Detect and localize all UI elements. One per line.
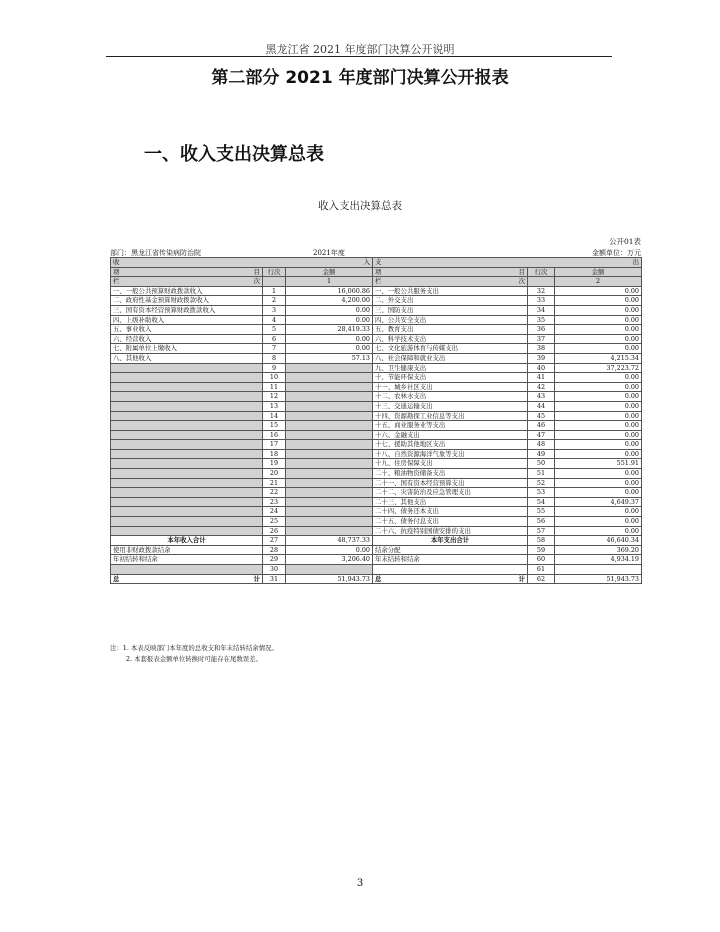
- expense-line-no: 33: [528, 296, 555, 306]
- income-line-no: 21: [263, 478, 286, 488]
- table-row: [111, 488, 642, 498]
- expense-item-name: 三、国防支出: [373, 305, 528, 315]
- income-item-name: [111, 488, 263, 498]
- expense-amount: 0.00: [555, 411, 642, 421]
- expense-amount: 0.00: [555, 325, 642, 335]
- table-row: [111, 325, 642, 335]
- income-amount: [286, 517, 373, 527]
- income-item-name: 一、一般公共预算财政拨款收入: [111, 286, 263, 296]
- income-item-name: 二、政府性基金预算财政拨款收入: [111, 296, 263, 306]
- col-header-in: [111, 277, 263, 287]
- expense-line-no: 55: [528, 507, 555, 517]
- income-line-no: 3: [263, 305, 286, 315]
- expense-item-name: 五、教育支出: [373, 325, 528, 335]
- table-row: [111, 507, 642, 517]
- expense-item-name: 十六、金融支出: [373, 430, 528, 440]
- income-amount: 3,206.40: [286, 555, 373, 565]
- income-total-amount: 51,943.73: [286, 574, 373, 584]
- expense-amount: 0.00: [555, 392, 642, 402]
- expense-line-no: 57: [528, 526, 555, 536]
- expense-item-name: 七、文化旅游体育与传媒支出: [373, 344, 528, 354]
- col-index-2: 2: [555, 277, 642, 287]
- table-row: [111, 353, 642, 363]
- income-line-no: 13: [263, 401, 286, 411]
- income-header-left: 收: [113, 258, 120, 266]
- income-item-name: [111, 565, 263, 575]
- table-row: [111, 392, 642, 402]
- table-notes: [110, 643, 278, 665]
- expense-item-name: 二十一、国有资本经营预算支出: [373, 478, 528, 488]
- table-row: [111, 363, 642, 373]
- income-amount: 57.13: [286, 353, 373, 363]
- expense-line-no: 41: [528, 373, 555, 383]
- expense-item-name: 一、一般公共服务支出: [373, 286, 528, 296]
- expense-line-no: 49: [528, 449, 555, 459]
- expense-line-no: 38: [528, 344, 555, 354]
- income-line-no: 20: [263, 469, 286, 479]
- expense-item-name: 十三、交通运输支出: [373, 401, 528, 411]
- expense-line-no: 53: [528, 488, 555, 498]
- expense-item-name: 六、科学技术支出: [373, 334, 528, 344]
- line-no-header-out: 行次: [528, 267, 555, 277]
- expense-item-name: 十一、城乡社区支出: [373, 382, 528, 392]
- expense-line-no: 35: [528, 315, 555, 325]
- expense-amount: 0.00: [555, 440, 642, 450]
- expense-amount: 0.00: [555, 296, 642, 306]
- item-header-out-left: 项: [375, 267, 382, 276]
- expense-amount: 0.00: [555, 344, 642, 354]
- expense-item-name: 十八、自然资源海洋气象等支出: [373, 449, 528, 459]
- total-row: [111, 574, 642, 584]
- table-row: [111, 555, 642, 565]
- income-line-no: 14: [263, 411, 286, 421]
- table-row: [111, 497, 642, 507]
- section-title: 一、收入支出决算总表: [144, 144, 324, 165]
- income-line-no: 25: [263, 517, 286, 527]
- income-line-no: 12: [263, 392, 286, 402]
- income-line-no: 27: [263, 536, 286, 546]
- col-index-1: 1: [286, 277, 373, 287]
- expense-line-no: 61: [528, 565, 555, 575]
- expense-total-label: [373, 574, 528, 584]
- table-row: [111, 536, 642, 546]
- expense-line-no: 52: [528, 478, 555, 488]
- income-line-no: 8: [263, 353, 286, 363]
- income-item-name: 五、事业收入: [111, 325, 263, 335]
- table-row: [111, 430, 642, 440]
- income-line-no: 19: [263, 459, 286, 469]
- expense-line-no: 56: [528, 517, 555, 527]
- expense-amount: 369.20: [555, 545, 642, 555]
- income-line-no: 9: [263, 363, 286, 373]
- item-header-out: [373, 267, 528, 277]
- income-header-right: 入: [363, 258, 370, 266]
- income-total-label-right: 计: [253, 574, 260, 583]
- table-row: [111, 305, 642, 315]
- expense-amount: 0.00: [555, 517, 642, 527]
- income-item-name: 年初结转和结余: [111, 555, 263, 565]
- income-item-name: [111, 363, 263, 373]
- income-total-label: [111, 574, 263, 584]
- table-row: [111, 373, 642, 383]
- item-header-out-right: 目: [518, 267, 525, 276]
- income-item-name: [111, 401, 263, 411]
- expense-item-name: 二十四、债务还本支出: [373, 507, 528, 517]
- income-amount: [286, 421, 373, 431]
- expense-total-amount: 51,943.73: [555, 574, 642, 584]
- income-line-no: 11: [263, 382, 286, 392]
- expense-item-name: 年末结转和结余: [373, 555, 528, 565]
- expense-line-no: 46: [528, 421, 555, 431]
- income-amount: [286, 478, 373, 488]
- expense-line-no: 59: [528, 545, 555, 555]
- item-header-in-right: 目: [253, 267, 260, 276]
- income-line-no: 5: [263, 325, 286, 335]
- income-item-name: [111, 517, 263, 527]
- table-row: [111, 449, 642, 459]
- income-item-name: [111, 497, 263, 507]
- income-item-name: [111, 526, 263, 536]
- income-amount: [286, 373, 373, 383]
- income-expense-table: [110, 257, 642, 584]
- expense-line-no: 48: [528, 440, 555, 450]
- col-header-in-left: 栏: [113, 277, 120, 286]
- expense-header-cell: [373, 258, 642, 268]
- income-line-no: 1: [263, 286, 286, 296]
- income-amount: 0.00: [286, 315, 373, 325]
- expense-amount: 46,640.34: [555, 536, 642, 546]
- col-index-blank-in: [263, 277, 286, 287]
- income-item-name: 本年收入合计: [111, 536, 263, 546]
- income-line-no: 22: [263, 488, 286, 498]
- income-item-name: [111, 469, 263, 479]
- expense-item-name: 四、公共安全支出: [373, 315, 528, 325]
- year-label: 2021年度: [313, 249, 345, 257]
- income-amount: [286, 565, 373, 575]
- table-row: [111, 526, 642, 536]
- expense-item-name: 二十、粮油物资储备支出: [373, 469, 528, 479]
- expense-amount: 0.00: [555, 334, 642, 344]
- income-item-name: [111, 459, 263, 469]
- header-row-index: [111, 277, 642, 287]
- income-item-name: 七、附属单位上缴收入: [111, 344, 263, 354]
- income-item-name: [111, 392, 263, 402]
- income-item-name: [111, 373, 263, 383]
- income-amount: [286, 469, 373, 479]
- expense-amount: 0.00: [555, 526, 642, 536]
- expense-item-name: 九、卫生健康支出: [373, 363, 528, 373]
- col-header-in-right: 次: [253, 277, 260, 286]
- expense-amount: 551.91: [555, 459, 642, 469]
- expense-line-no: 37: [528, 334, 555, 344]
- expense-line-no: 36: [528, 325, 555, 335]
- header-row-columns: [111, 267, 642, 277]
- table-row: [111, 286, 642, 296]
- expense-item-name: 二、外交支出: [373, 296, 528, 306]
- income-amount: [286, 440, 373, 450]
- expense-total-line-no: 62: [528, 574, 555, 584]
- page-number: 3: [356, 878, 364, 889]
- income-line-no: 10: [263, 373, 286, 383]
- item-header-in-left: 项: [113, 267, 120, 276]
- income-item-name: [111, 507, 263, 517]
- note-1: 注：1. 本表反映部门本年度的总收支和年末结转结余情况。: [110, 644, 278, 652]
- expense-amount: 0.00: [555, 478, 642, 488]
- expense-item-name: 十、节能环保支出: [373, 373, 528, 383]
- expense-item-name: 十四、资源勘探工业信息等支出: [373, 411, 528, 421]
- amount-header-out: 金额: [555, 267, 642, 277]
- income-line-no: 30: [263, 565, 286, 575]
- table-row: [111, 401, 642, 411]
- expense-line-no: 60: [528, 555, 555, 565]
- income-item-name: [111, 440, 263, 450]
- expense-amount: 4,934.19: [555, 555, 642, 565]
- income-line-no: 16: [263, 430, 286, 440]
- expense-amount: 0.00: [555, 305, 642, 315]
- income-line-no: 6: [263, 334, 286, 344]
- col-index-blank-out: [528, 277, 555, 287]
- table-row: [111, 315, 642, 325]
- income-line-no: 26: [263, 526, 286, 536]
- expense-amount: 4,215.34: [555, 353, 642, 363]
- expense-amount: 37,223.72: [555, 363, 642, 373]
- income-total-line-no: 31: [263, 574, 286, 584]
- expense-line-no: 45: [528, 411, 555, 421]
- col-header-out-left: 栏: [375, 277, 382, 286]
- expense-item-name: [373, 565, 528, 575]
- expense-line-no: 51: [528, 469, 555, 479]
- table-row: [111, 421, 642, 431]
- income-header-cell: [111, 258, 373, 268]
- table-row: [111, 296, 642, 306]
- header-row-direction: [111, 258, 642, 268]
- income-item-name: [111, 449, 263, 459]
- expense-line-no: 42: [528, 382, 555, 392]
- table-row: [111, 382, 642, 392]
- income-line-no: 15: [263, 421, 286, 431]
- income-item-name: [111, 478, 263, 488]
- expense-line-no: 50: [528, 459, 555, 469]
- income-amount: [286, 526, 373, 536]
- income-amount: [286, 382, 373, 392]
- table-row: [111, 344, 642, 354]
- income-amount: 0.00: [286, 305, 373, 315]
- expense-item-name: 十七、援助其他地区支出: [373, 440, 528, 450]
- report-code: 公开01表: [608, 237, 641, 246]
- income-amount: [286, 459, 373, 469]
- expense-amount: 0.00: [555, 315, 642, 325]
- expense-amount: 0.00: [555, 507, 642, 517]
- expense-amount: [555, 565, 642, 575]
- expense-amount: 0.00: [555, 421, 642, 431]
- income-item-name: [111, 382, 263, 392]
- expense-total-label-right: 计: [518, 574, 525, 583]
- income-item-name: [111, 421, 263, 431]
- expense-item-name: 结余分配: [373, 545, 528, 555]
- income-amount: [286, 449, 373, 459]
- expense-amount: 4,649.37: [555, 497, 642, 507]
- income-line-no: 17: [263, 440, 286, 450]
- income-line-no: 18: [263, 449, 286, 459]
- expense-item-name: 本年支出合计: [373, 536, 528, 546]
- income-line-no: 2: [263, 296, 286, 306]
- expense-line-no: 54: [528, 497, 555, 507]
- expense-item-name: 二十六、抗疫特别国债安排的支出: [373, 526, 528, 536]
- income-item-name: 四、上级补助收入: [111, 315, 263, 325]
- income-line-no: 7: [263, 344, 286, 354]
- col-header-out-right: 次: [518, 277, 525, 286]
- income-amount: 0.00: [286, 344, 373, 354]
- income-item-name: 使用非财政拨款结余: [111, 545, 263, 555]
- income-line-no: 4: [263, 315, 286, 325]
- income-amount: [286, 401, 373, 411]
- expense-amount: 0.00: [555, 488, 642, 498]
- income-line-no: 29: [263, 555, 286, 565]
- income-item-name: 八、其他收入: [111, 353, 263, 363]
- table-row: [111, 478, 642, 488]
- table-title: 收入支出决算总表: [318, 200, 402, 212]
- expense-item-name: 十二、农林水支出: [373, 392, 528, 402]
- table-row: [111, 411, 642, 421]
- expense-total-label-left: 总: [375, 574, 382, 583]
- income-item-name: [111, 411, 263, 421]
- expense-line-no: 40: [528, 363, 555, 373]
- expense-item-name: 二十二、灾害防治及应急管理支出: [373, 488, 528, 498]
- expense-line-no: 34: [528, 305, 555, 315]
- income-line-no: 24: [263, 507, 286, 517]
- income-amount: 4,200.00: [286, 296, 373, 306]
- item-header-in: [111, 267, 263, 277]
- expense-item-name: 二十五、债务付息支出: [373, 517, 528, 527]
- income-amount: 28,419.33: [286, 325, 373, 335]
- income-amount: 48,737.33: [286, 536, 373, 546]
- expense-line-no: 32: [528, 286, 555, 296]
- expense-item-name: 十九、住房保障支出: [373, 459, 528, 469]
- amount-header-in: 金额: [286, 267, 373, 277]
- expense-item-name: 十五、商业服务业等支出: [373, 421, 528, 431]
- income-amount: [286, 507, 373, 517]
- expense-amount: 0.00: [555, 449, 642, 459]
- income-amount: [286, 392, 373, 402]
- table-row: [111, 334, 642, 344]
- expense-item-name: 二十三、其他支出: [373, 497, 528, 507]
- income-amount: [286, 411, 373, 421]
- expense-line-no: 43: [528, 392, 555, 402]
- income-amount: [286, 363, 373, 373]
- running-header: 黑龙江省 2021 年度部门决算公开说明: [265, 43, 455, 56]
- expense-item-name: 八、社会保障和就业支出: [373, 353, 528, 363]
- income-item-name: [111, 430, 263, 440]
- expense-line-no: 58: [528, 536, 555, 546]
- income-amount: [286, 488, 373, 498]
- line-no-header-in: 行次: [263, 267, 286, 277]
- expense-amount: 0.00: [555, 430, 642, 440]
- expense-amount: 0.00: [555, 382, 642, 392]
- income-amount: 16,060.86: [286, 286, 373, 296]
- expense-line-no: 47: [528, 430, 555, 440]
- income-amount: [286, 497, 373, 507]
- table-row: [111, 469, 642, 479]
- expense-line-no: 44: [528, 401, 555, 411]
- table-row: [111, 517, 642, 527]
- unit-label: 金额单位：万元: [592, 249, 641, 257]
- income-line-no: 28: [263, 545, 286, 555]
- table-row: [111, 459, 642, 469]
- income-line-no: 23: [263, 497, 286, 507]
- expense-amount: 0.00: [555, 469, 642, 479]
- income-item-name: 三、国有资本经营预算财政拨款收入: [111, 305, 263, 315]
- income-total-label-left: 总: [113, 574, 120, 583]
- expense-line-no: 39: [528, 353, 555, 363]
- table-row: [111, 545, 642, 555]
- income-amount: 0.00: [286, 334, 373, 344]
- table-row: [111, 440, 642, 450]
- table-row: [111, 565, 642, 575]
- expense-header-left: 支: [375, 258, 382, 266]
- expense-amount: 0.00: [555, 401, 642, 411]
- expense-amount: 0.00: [555, 373, 642, 383]
- income-amount: 0.00: [286, 545, 373, 555]
- header-rule: [106, 56, 612, 57]
- income-item-name: 六、经营收入: [111, 334, 263, 344]
- note-2: 2. 本套报表金额单位转换时可能存在尾数误差。: [126, 655, 262, 663]
- part-title: 第二部分 2021 年度部门决算公开报表: [211, 68, 509, 88]
- col-header-out: [373, 277, 528, 287]
- expense-amount: 0.00: [555, 286, 642, 296]
- expense-header-right: 出: [632, 258, 639, 266]
- income-amount: [286, 430, 373, 440]
- department-label: 部门：黑龙江省传染病防治院: [110, 249, 201, 257]
